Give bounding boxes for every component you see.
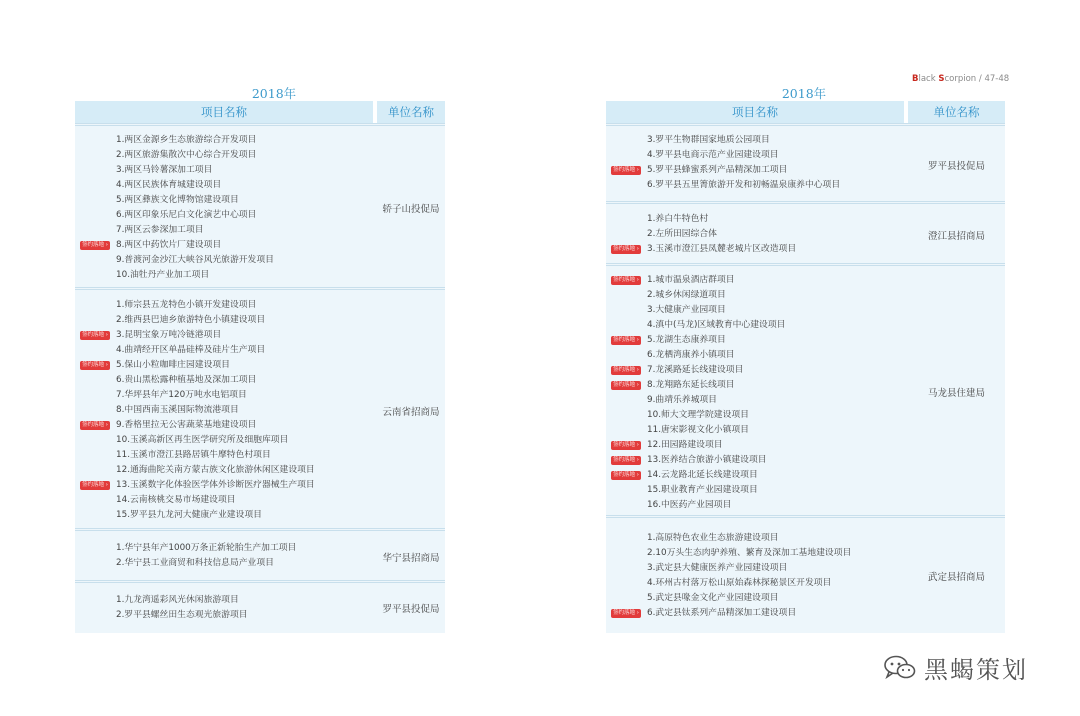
arrow-right-icon: › bbox=[635, 167, 639, 173]
project-item bbox=[75, 133, 373, 148]
project-item bbox=[75, 541, 373, 556]
project-item-text: 4.滇中(马龙)区域教育中心建设项目 bbox=[647, 320, 786, 330]
signed-badge bbox=[80, 361, 110, 370]
unit-name: 云南省招商局 bbox=[382, 406, 440, 418]
project-item bbox=[606, 363, 904, 378]
project-item-text: 3.两区马铃薯深加工项目 bbox=[116, 165, 213, 175]
unit-name: 华宁县招商局 bbox=[382, 553, 440, 564]
project-item-text: 12.田园路建设项目 bbox=[647, 440, 723, 450]
project-item bbox=[606, 163, 904, 178]
project-group bbox=[75, 528, 445, 583]
project-item bbox=[606, 242, 904, 257]
signed-badge-label: 签约落地 bbox=[613, 337, 636, 343]
arrow-right-icon: › bbox=[104, 422, 108, 428]
project-item-text: 8.两区中药饮片厂建设项目 bbox=[116, 240, 222, 250]
project-item bbox=[75, 358, 373, 373]
signed-badge-label: 签约落地 bbox=[82, 422, 105, 428]
signed-badge bbox=[80, 421, 110, 430]
project-item bbox=[606, 531, 904, 546]
project-item-text: 5.武定县喙金文化产业园建设项目 bbox=[647, 593, 779, 603]
project-item bbox=[606, 483, 904, 498]
project-group bbox=[606, 263, 1005, 518]
signed-badge bbox=[611, 276, 641, 285]
project-item bbox=[606, 498, 904, 513]
project-item-text: 2.左所田园综合体 bbox=[647, 229, 717, 239]
arrow-right-icon: › bbox=[635, 442, 639, 448]
project-item bbox=[75, 223, 373, 238]
project-item bbox=[606, 273, 904, 288]
project-item-text: 2.华宁县工业商贸和科技信息局产业项目 bbox=[116, 558, 274, 568]
project-item-text: 9.普渡河金沙江大峡谷风光旅游开发项目 bbox=[116, 255, 274, 265]
watermark bbox=[884, 650, 1028, 685]
project-item-text: 11.唐宋影视文化小镇项目 bbox=[647, 425, 749, 435]
project-group bbox=[606, 123, 1005, 204]
column-header-unit: 单位名称 bbox=[908, 101, 1005, 124]
arrow-right-icon: › bbox=[635, 337, 639, 343]
project-item-text: 3.武定县大健康医养产业园建设项目 bbox=[647, 563, 788, 573]
project-item-text: 8.中国西南玉溪国际物流港项目 bbox=[116, 405, 239, 415]
project-item bbox=[75, 493, 373, 508]
project-item bbox=[606, 288, 904, 303]
project-item bbox=[75, 328, 373, 343]
unit-name: 马龙县住建局 bbox=[927, 388, 985, 399]
brand-scorpion-initial: S bbox=[938, 74, 945, 84]
project-item-text: 6.武定县钛系列产品精深加工建设项目 bbox=[647, 608, 797, 618]
project-item-text: 2.两区旅游集散次中心综合开发项目 bbox=[116, 150, 257, 160]
project-item bbox=[75, 433, 373, 448]
project-item-text: 4.罗平县电商示范产业园建设项目 bbox=[647, 150, 779, 160]
signed-badge bbox=[611, 245, 641, 254]
signed-badge bbox=[80, 331, 110, 340]
right-project-table bbox=[606, 101, 1005, 630]
project-item-text: 1.两区金源乡生态旅游综合开发项目 bbox=[116, 135, 257, 145]
project-item-text: 2.维西县巴迪乡旅游特色小镇建设项目 bbox=[116, 315, 266, 325]
project-item-text: 5.罗平县蜂蜜系列产品精深加工项目 bbox=[647, 165, 788, 175]
project-group bbox=[75, 123, 445, 290]
arrow-right-icon: › bbox=[104, 482, 108, 488]
project-item bbox=[75, 593, 373, 608]
project-item-text: 2.罗平县螺丝田生态观光旅游项目 bbox=[116, 610, 248, 620]
signed-badge-label: 签约落地 bbox=[613, 246, 636, 252]
watermark-text: 黑蝎策划 bbox=[924, 656, 1028, 684]
signed-badge bbox=[611, 166, 641, 175]
project-item bbox=[75, 193, 373, 208]
project-item bbox=[606, 468, 904, 483]
project-group bbox=[606, 201, 1005, 266]
arrow-right-icon: › bbox=[635, 610, 639, 616]
project-item-text: 9.香格里拉无公害蔬菜基地建设项目 bbox=[116, 420, 257, 430]
project-item bbox=[75, 418, 373, 433]
signed-badge bbox=[611, 366, 641, 375]
wechat-icon bbox=[884, 655, 916, 681]
project-item-text: 6.罗平县五里箐旅游开发和初畅温泉康养中心项目 bbox=[647, 180, 841, 190]
project-item-text: 10.玉溪高新区再生医学研究所及细胞库项目 bbox=[116, 435, 289, 445]
project-item-text: 1.养白牛特色村 bbox=[647, 214, 709, 224]
arrow-right-icon: › bbox=[635, 277, 639, 283]
project-item-text: 1.九龙湾遥彩风光休闲旅游项目 bbox=[116, 595, 239, 605]
arrow-right-icon: › bbox=[635, 472, 639, 478]
signed-badge bbox=[611, 456, 641, 465]
signed-badge-label: 签约落地 bbox=[613, 367, 636, 373]
column-header-project: 项目名称 bbox=[75, 101, 373, 124]
project-item bbox=[75, 478, 373, 493]
signed-badge-label: 签约落地 bbox=[613, 442, 636, 448]
project-item bbox=[606, 178, 904, 193]
project-item bbox=[75, 298, 373, 313]
project-item bbox=[75, 448, 373, 463]
project-item-text: 14.云南核桃交易市场建设项目 bbox=[116, 495, 236, 505]
project-item-text: 7.华坪县年产120万吨水电铝项目 bbox=[116, 390, 247, 400]
signed-badge-label: 签约落地 bbox=[613, 472, 636, 478]
project-item bbox=[606, 561, 904, 576]
project-item-text: 5.保山小粒咖啡庄园建设项目 bbox=[116, 360, 230, 370]
signed-badge bbox=[611, 381, 641, 390]
project-item bbox=[606, 408, 904, 423]
page-numbers: / 47-48 bbox=[976, 74, 1010, 84]
project-item bbox=[606, 423, 904, 438]
project-item-text: 6.龙栖湾康养小镇项目 bbox=[647, 350, 735, 360]
project-item bbox=[75, 343, 373, 358]
arrow-right-icon: › bbox=[635, 367, 639, 373]
brand-black-rest: lack bbox=[918, 74, 939, 84]
arrow-right-icon: › bbox=[635, 457, 639, 463]
project-item bbox=[75, 178, 373, 193]
unit-name: 罗平县投促局 bbox=[927, 161, 985, 172]
project-item-text: 4.曲靖经开区单晶硅棒及硅片生产项目 bbox=[116, 345, 266, 355]
project-item-text: 7.龙溪路延长线建设项目 bbox=[647, 365, 744, 375]
project-item bbox=[606, 133, 904, 148]
project-item bbox=[606, 378, 904, 393]
project-item-text: 6.贵山黑松露种植基地及深加工项目 bbox=[116, 375, 257, 385]
project-item bbox=[606, 318, 904, 333]
unit-name: 澄江县招商局 bbox=[927, 231, 985, 242]
column-header-unit: 单位名称 bbox=[377, 101, 445, 124]
project-item bbox=[606, 606, 904, 621]
project-item bbox=[606, 576, 904, 591]
left-year: 2018年 bbox=[251, 86, 297, 101]
project-item bbox=[75, 463, 373, 478]
arrow-right-icon: › bbox=[104, 332, 108, 338]
arrow-right-icon: › bbox=[104, 362, 108, 368]
project-item bbox=[75, 238, 373, 253]
project-item-text: 12.通海曲陀关南方蒙古族文化旅游休闲区建设项目 bbox=[116, 465, 315, 475]
project-item-text: 8.龙翔路东延长线项目 bbox=[647, 380, 735, 390]
project-item bbox=[606, 333, 904, 348]
project-item-text: 14.云龙路北延长线建设项目 bbox=[647, 470, 758, 480]
signed-badge-label: 签约落地 bbox=[613, 167, 636, 173]
signed-badge bbox=[611, 336, 641, 345]
project-item-text: 16.中医药产业园项目 bbox=[647, 500, 732, 510]
project-item bbox=[75, 208, 373, 223]
project-item bbox=[606, 348, 904, 363]
project-item bbox=[75, 388, 373, 403]
project-item-text: 9.曲靖乐养城项目 bbox=[647, 395, 717, 405]
signed-badge-label: 签约落地 bbox=[613, 457, 636, 463]
signed-badge-label: 签约落地 bbox=[613, 277, 636, 283]
project-item bbox=[75, 313, 373, 328]
project-item bbox=[75, 608, 373, 623]
project-item-text: 10.油牡丹产业加工项目 bbox=[116, 270, 210, 280]
project-item-text: 3.玉溪市澄江县凤麓老城片区改造项目 bbox=[647, 244, 797, 254]
arrow-right-icon: › bbox=[635, 382, 639, 388]
project-item-text: 2.城乡休闲绿道项目 bbox=[647, 290, 726, 300]
project-item-text: 1.城市温泉酒店群项目 bbox=[647, 275, 735, 285]
brand-scorpion-rest: corpion bbox=[944, 74, 977, 84]
brand-header bbox=[912, 74, 1009, 84]
project-item bbox=[606, 591, 904, 606]
project-item-text: 13.玉溪数字化体验医学体外诊断医疗器械生产项目 bbox=[116, 480, 315, 490]
project-item bbox=[606, 148, 904, 163]
project-item bbox=[75, 253, 373, 268]
signed-badge-label: 签约落地 bbox=[82, 362, 105, 368]
project-item bbox=[75, 148, 373, 163]
signed-badge bbox=[611, 471, 641, 480]
project-item-text: 1.高原特色农业生态旅游建设项目 bbox=[647, 533, 779, 543]
project-item bbox=[75, 373, 373, 388]
project-item-text: 3.罗平生物群国家地质公园项目 bbox=[647, 135, 770, 145]
left-project-table bbox=[75, 101, 445, 630]
unit-name: 武定县招商局 bbox=[927, 571, 985, 583]
project-group bbox=[75, 580, 445, 633]
project-item bbox=[75, 556, 373, 571]
signed-badge bbox=[611, 441, 641, 450]
column-header-project: 项目名称 bbox=[606, 101, 904, 124]
project-item-text: 5.龙湖生态康养项目 bbox=[647, 335, 726, 345]
project-item-text: 5.两区彝族文化博物馆建设项目 bbox=[116, 195, 239, 205]
signed-badge bbox=[80, 481, 110, 490]
project-item bbox=[75, 268, 373, 283]
project-item bbox=[75, 508, 373, 523]
project-item bbox=[606, 546, 904, 561]
project-item bbox=[606, 438, 904, 453]
signed-badge bbox=[80, 241, 110, 250]
project-item bbox=[606, 453, 904, 468]
project-item-text: 2.10万头生态肉驴养殖、繁育及深加工基地建设项目 bbox=[647, 548, 852, 558]
project-item bbox=[606, 303, 904, 318]
project-item-text: 1.华宁县年产1000万条正新轮胎生产加工项目 bbox=[116, 543, 297, 553]
unit-name: 轿子山投促局 bbox=[382, 204, 440, 215]
arrow-right-icon: › bbox=[104, 242, 108, 248]
brand-black-initial: B bbox=[912, 74, 919, 84]
project-item bbox=[606, 212, 904, 227]
right-year: 2018年 bbox=[781, 86, 827, 101]
signed-badge-label: 签约落地 bbox=[613, 610, 636, 616]
project-item-text: 15.职业教育产业园建设项目 bbox=[647, 485, 758, 495]
signed-badge-label: 签约落地 bbox=[82, 482, 105, 488]
unit-name: 罗平县投促局 bbox=[382, 604, 440, 615]
project-item bbox=[75, 403, 373, 418]
project-item-text: 7.两区云参深加工项目 bbox=[116, 225, 204, 235]
project-item-text: 10.师大文理学院建设项目 bbox=[647, 410, 749, 420]
project-item-text: 11.玉溪市澄江县路居镇牛摩特色村项目 bbox=[116, 450, 271, 460]
signed-badge-label: 签约落地 bbox=[82, 332, 105, 338]
project-item-text: 4.两区民族体育城建设项目 bbox=[116, 180, 222, 190]
project-item-text: 4.环州古村落万松山原始森林探秘景区开发项目 bbox=[647, 578, 832, 588]
project-item-text: 1.师宗县五龙特色小镇开发建设项目 bbox=[116, 300, 257, 310]
project-item-text: 3.昆明宝象万吨冷链港项目 bbox=[116, 330, 222, 340]
project-item bbox=[606, 227, 904, 242]
signed-badge-label: 签约落地 bbox=[82, 242, 105, 248]
signed-badge bbox=[611, 609, 641, 618]
project-item-text: 6.两区印象乐尼白文化演艺中心项目 bbox=[116, 210, 257, 220]
project-item-text: 3.大健康产业园项目 bbox=[647, 305, 726, 315]
project-item-text: 15.罗平县九龙河大健康产业建设项目 bbox=[116, 510, 262, 520]
signed-badge-label: 签约落地 bbox=[613, 382, 636, 388]
project-group bbox=[606, 515, 1005, 633]
arrow-right-icon: › bbox=[635, 246, 639, 252]
project-item bbox=[75, 163, 373, 178]
project-item-text: 13.医养结合旅游小镇建设项目 bbox=[647, 455, 767, 465]
project-item bbox=[606, 393, 904, 408]
project-group bbox=[75, 287, 445, 531]
